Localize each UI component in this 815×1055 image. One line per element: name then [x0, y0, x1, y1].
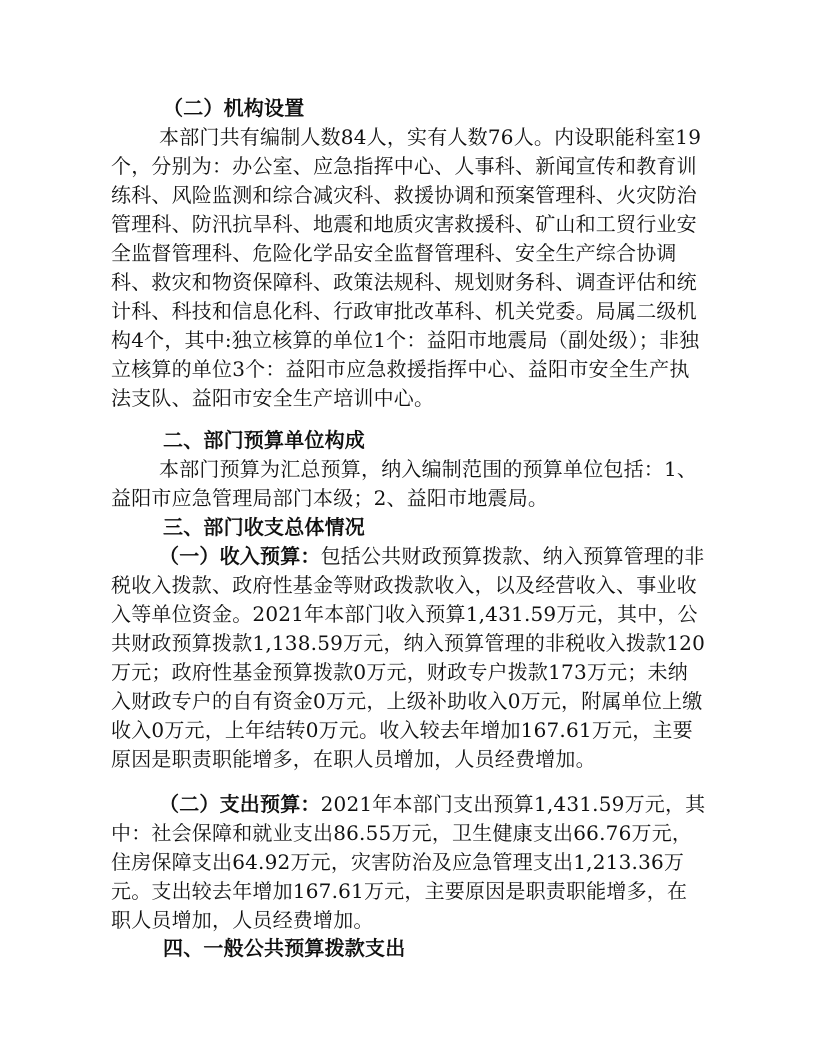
income-body: 包括公共财政预算拨款、纳入预算管理的非税收入拨款、政府性基金等财政拨款收入，以及经营收入、事业收入等单位资金。2021年本部门收入预算1,431.59万元，其中，公共财政预算拨款1,138.59万元，纳入预算管理的非税收入拨款120万元；政府性基金预算拨款0万元，财政专户拨款173万元；未纳入财政专户的自有资金0万元，上级补助收入0万元，附属单位上缴收入0万元，上年结转0万元。收入较去年增加167.61万元，主要原因是职责职能增多，在职人员增加，人员经费增加。 [111, 544, 706, 771]
section-expense [111, 790, 706, 935]
section-org [111, 94, 706, 413]
expense-label: （二）支出预算： [159, 792, 321, 816]
paragraph-income [111, 542, 706, 774]
expense-body: 2021年本部门支出预算1,431.59万元，其中：社会保障和就业支出86.55万元，卫生健康支出66.76万元，住房保障支出64.92万元，灾害防治及应急管理支出1,213.36万元。支出较去年增加167.61万元，主要原因是职责职能增多，在职人员增加，人员经费增加。 [111, 792, 706, 932]
section-budget-units [111, 426, 706, 513]
section-overall [111, 513, 706, 774]
income-label: （一）收入预算： [159, 544, 321, 568]
paragraph-budget-units: 本部门预算为汇总预算，纳入编制范围的预算单位包括：1、益阳市应急管理局部门本级；2、益阳市地震局。 [111, 457, 698, 510]
heading-overall: 三、部门收支总体情况 [163, 515, 365, 539]
heading-budget-units: 二、部门预算单位构成 [163, 428, 365, 452]
heading-general-budget: 四、一般公共预算拨款支出 [163, 936, 406, 960]
paragraph-org-setup: 本部门共有编制人数84人，实有人数76人。内设职能科室19个，分别为：办公室、应急指挥中心、人事科、新闻宣传和教育训练科、风险监测和综合减灾科、救援协调和预案管理科、火灾防治管理科、防汛抗旱科、地震和地质灾害救援科、矿山和工贸行业安全监督管理科、危险化学品安全监督管理科、安全生产综合协调科、救灾和物资保障科、政策法规科、规划财务科、调查评估和统计科、科技和信息化科、行政审批改革科、机关党委。局属二级机构4个，其中:独立核算的单位1个：益阳市地震局（副处级）；非独立核算的单位3个：益阳市应急救援指挥中心、益阳市安全生产执法支队、益阳市安全生产培训中心。 [111, 125, 702, 410]
heading-org-setup: （二）机构设置 [163, 96, 305, 120]
paragraph-expense [111, 790, 706, 935]
section-general-budget [111, 934, 706, 963]
